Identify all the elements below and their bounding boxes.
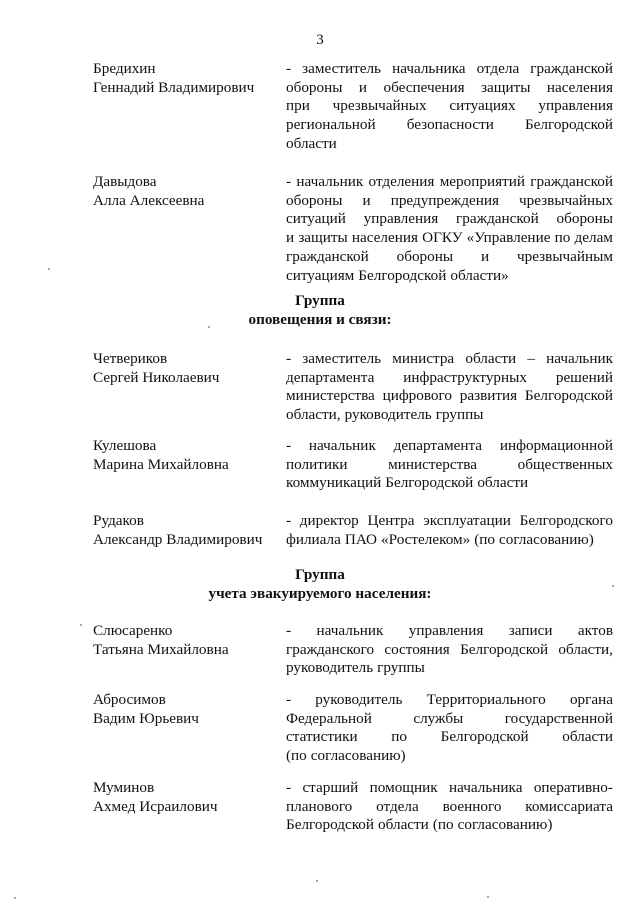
position-word: начальник: [316, 622, 384, 639]
position-word: Территориального: [426, 691, 546, 708]
group-subtitle: учета эвакуируемого населения:: [208, 584, 432, 602]
position-word: области»: [450, 266, 509, 284]
position-word: и: [480, 247, 490, 265]
page-number: 3: [316, 32, 324, 48]
position-line: [286, 229, 613, 248]
member-name: [93, 691, 278, 728]
member-name: [93, 512, 278, 549]
position-word: руководитель: [286, 659, 374, 677]
position-word: и: [362, 191, 371, 209]
member-surname: Четвериков: [93, 350, 168, 367]
position-word: региональной: [286, 116, 376, 134]
position-word: записи: [508, 622, 553, 639]
position-word: мероприятий: [439, 173, 525, 190]
position-word: отделения: [368, 173, 435, 190]
position-word: защиты: [481, 78, 531, 96]
position-line: [286, 192, 613, 211]
position-line: [286, 116, 613, 135]
position-word: ситуациях: [449, 97, 516, 115]
position-word: отдела: [376, 797, 419, 815]
member-name: [93, 350, 278, 387]
position-line: [286, 97, 613, 116]
position-word: гражданской: [456, 210, 539, 228]
position-word: -: [286, 173, 292, 190]
member-position: [286, 779, 613, 835]
member-surname: Кулешова: [93, 437, 157, 454]
position-line: [286, 387, 613, 406]
position-line: [286, 779, 613, 798]
position-line: [286, 350, 613, 369]
position-word: Белгородской: [358, 266, 447, 284]
position-word: планового: [286, 797, 353, 815]
position-word: управления: [538, 97, 613, 115]
position-word: эксплуатации: [423, 512, 511, 529]
position-line: [286, 79, 613, 98]
scan-speck: [14, 897, 16, 899]
position-word: области,: [286, 406, 341, 424]
position-word: -: [286, 60, 292, 77]
position-word: области: [378, 816, 429, 834]
position-word: комиссариата: [525, 797, 613, 815]
position-word: политики: [286, 455, 348, 473]
position-line: [286, 691, 613, 710]
scan-speck: [80, 624, 82, 626]
position-word: гражданской: [530, 173, 613, 190]
position-word: области,: [558, 640, 613, 658]
position-word: чрезвычайным: [516, 247, 613, 265]
position-word: Центра: [367, 512, 415, 529]
position-word: директор: [299, 512, 359, 529]
position-word: обороны: [286, 191, 343, 209]
position-word: при: [286, 97, 310, 115]
member-position: [286, 350, 613, 425]
position-word: общественных: [517, 455, 613, 473]
position-line: [286, 816, 613, 835]
position-word: делам: [574, 229, 613, 247]
position-word: области: [562, 728, 613, 746]
member-name: [93, 60, 278, 97]
member-given-names: Александр Владимирович: [93, 530, 263, 548]
member-name: [93, 437, 278, 474]
position-word: согласованию): [499, 530, 594, 548]
position-word: области: [465, 350, 517, 367]
position-word: населения: [351, 229, 418, 247]
member-position: [286, 437, 613, 493]
position-word: -: [286, 512, 292, 529]
position-line: [286, 135, 613, 154]
member-given-names: Татьяна Михайловна: [93, 640, 229, 658]
member-surname: Давыдова: [93, 173, 157, 190]
position-word: по: [554, 229, 571, 247]
position-word: -: [286, 622, 292, 639]
position-word: решений: [555, 368, 613, 386]
position-word: Белгородской: [385, 474, 474, 492]
position-word: Белгородской: [524, 116, 613, 134]
position-word: начальника: [392, 60, 466, 77]
position-word: населения: [546, 78, 613, 96]
position-line: [286, 437, 613, 456]
position-line: [286, 531, 613, 550]
position-word: состояния: [384, 640, 450, 658]
position-word: обеспечения: [383, 78, 465, 96]
position-word: обороны: [556, 210, 613, 228]
position-word: коммуникаций: [286, 474, 382, 492]
scan-speck: [208, 326, 210, 328]
member-surname: Муминов: [93, 779, 155, 796]
position-line: [286, 798, 613, 817]
position-word: Белгородской: [440, 728, 529, 746]
position-line: [286, 641, 613, 660]
member-position: [286, 622, 613, 678]
position-word: согласованию): [310, 747, 406, 765]
group-heading: [0, 566, 640, 603]
member-given-names: Сергей Николаевич: [93, 368, 220, 386]
position-word: службы: [413, 709, 464, 727]
member-given-names: Вадим Юрьевич: [93, 709, 199, 727]
position-word: безопасности: [406, 116, 494, 134]
member-name: [93, 622, 278, 659]
position-word: гражданской: [286, 247, 369, 265]
position-word: -: [286, 691, 292, 708]
position-word: –: [527, 350, 535, 367]
member-surname: Бредихин: [93, 60, 156, 77]
position-word: департамента: [286, 368, 375, 386]
position-line: [286, 728, 613, 747]
position-word: информационной: [499, 437, 613, 454]
position-line: [286, 369, 613, 388]
position-line: [286, 747, 613, 766]
position-word: старший: [302, 779, 359, 796]
position-word: управления: [408, 622, 484, 639]
position-word: ситуациям: [286, 266, 355, 284]
scan-speck: [48, 268, 50, 270]
position-word: помощник: [369, 779, 438, 796]
position-word: -: [286, 350, 292, 367]
position-line: [286, 267, 613, 286]
position-word: Белгородского: [519, 512, 613, 529]
position-line: [286, 406, 613, 425]
position-word: инфраструктурных: [403, 368, 527, 386]
position-line: [286, 456, 613, 475]
member-position: [286, 60, 613, 154]
position-word: гражданской: [530, 60, 613, 77]
position-word: (по: [474, 530, 496, 548]
position-word: обороны: [286, 78, 343, 96]
position-word: Белгородской: [524, 387, 613, 405]
position-word: актов: [577, 622, 613, 639]
scan-speck: [612, 585, 614, 587]
position-word: руководитель: [344, 406, 432, 424]
member-name: [93, 173, 278, 210]
position-line: [286, 210, 613, 229]
group-heading: [0, 292, 640, 329]
position-word: и: [286, 229, 295, 247]
position-word: области: [477, 474, 529, 492]
member-surname: Абросимов: [93, 691, 166, 708]
position-line: [286, 659, 613, 678]
position-word: оперативно-: [533, 779, 613, 796]
member-given-names: Ахмед Исраилович: [93, 797, 218, 815]
position-line: [286, 474, 613, 493]
position-word: департамента: [393, 437, 483, 454]
position-word: филиала: [286, 530, 341, 548]
position-word: заместитель: [302, 60, 381, 77]
member-given-names: Геннадий Владимирович: [93, 78, 255, 96]
position-word: ситуаций: [286, 210, 346, 228]
position-word: -: [286, 437, 292, 454]
position-word: ОГКУ: [422, 229, 463, 247]
group-subtitle: оповещения и связи:: [248, 310, 392, 328]
position-word: государственной: [504, 709, 613, 727]
position-word: чрезвычайных: [519, 191, 613, 209]
position-word: чрезвычайных: [332, 97, 427, 115]
position-word: начальника: [449, 779, 523, 796]
position-word: ПАО: [344, 530, 378, 548]
position-word: заместитель: [302, 350, 382, 367]
member-position: [286, 691, 613, 766]
member-name: [93, 779, 278, 816]
position-word: руководитель: [315, 691, 403, 708]
position-word: группы: [435, 406, 484, 424]
position-word: отдела: [476, 60, 520, 77]
member-position: [286, 173, 613, 285]
member-surname: Слюсаренко: [93, 622, 173, 639]
position-word: Федеральной: [286, 709, 372, 727]
position-word: (по: [432, 816, 454, 834]
member-position: [286, 512, 613, 549]
position-word: и: [358, 78, 368, 96]
position-word: (по: [286, 747, 307, 765]
position-word: министерства: [388, 455, 477, 473]
member-surname: Рудаков: [93, 512, 144, 529]
position-word: цифрового: [382, 387, 452, 405]
position-line: [286, 60, 613, 79]
position-line: [286, 512, 613, 531]
position-word: министра: [392, 350, 455, 367]
position-word: -: [286, 779, 292, 796]
position-word: начальник: [546, 350, 613, 367]
position-word: Белгородской: [286, 816, 375, 834]
position-word: начальник: [296, 173, 364, 190]
scan-speck: [316, 880, 318, 882]
position-line: [286, 248, 613, 267]
position-word: группы: [377, 659, 425, 677]
member-given-names: Алла Алексеевна: [93, 191, 205, 209]
position-word: по: [391, 728, 408, 746]
position-word: развития: [459, 387, 518, 405]
position-word: органа: [569, 691, 613, 708]
position-word: гражданского: [286, 640, 375, 658]
position-line: [286, 173, 613, 192]
position-word: обороны: [396, 247, 454, 265]
position-word: управления: [363, 210, 439, 228]
position-word: Белгородской: [460, 640, 549, 658]
position-word: «Управление: [466, 229, 551, 247]
position-word: статистики: [286, 728, 358, 746]
member-given-names: Марина Михайловна: [93, 455, 229, 473]
position-word: области: [286, 134, 337, 152]
position-word: министерства: [286, 387, 375, 405]
position-line: [286, 622, 613, 641]
position-word: защиты: [298, 229, 348, 247]
position-word: предупреждения: [390, 191, 499, 209]
group-title: Группа: [295, 292, 345, 309]
group-title: Группа: [295, 566, 345, 583]
position-word: военного: [442, 797, 502, 815]
position-line: [286, 710, 613, 729]
position-word: «Ростелеком»: [381, 530, 471, 548]
position-word: согласованию): [457, 816, 553, 834]
position-word: начальник: [308, 437, 376, 454]
scan-speck: [487, 896, 489, 898]
